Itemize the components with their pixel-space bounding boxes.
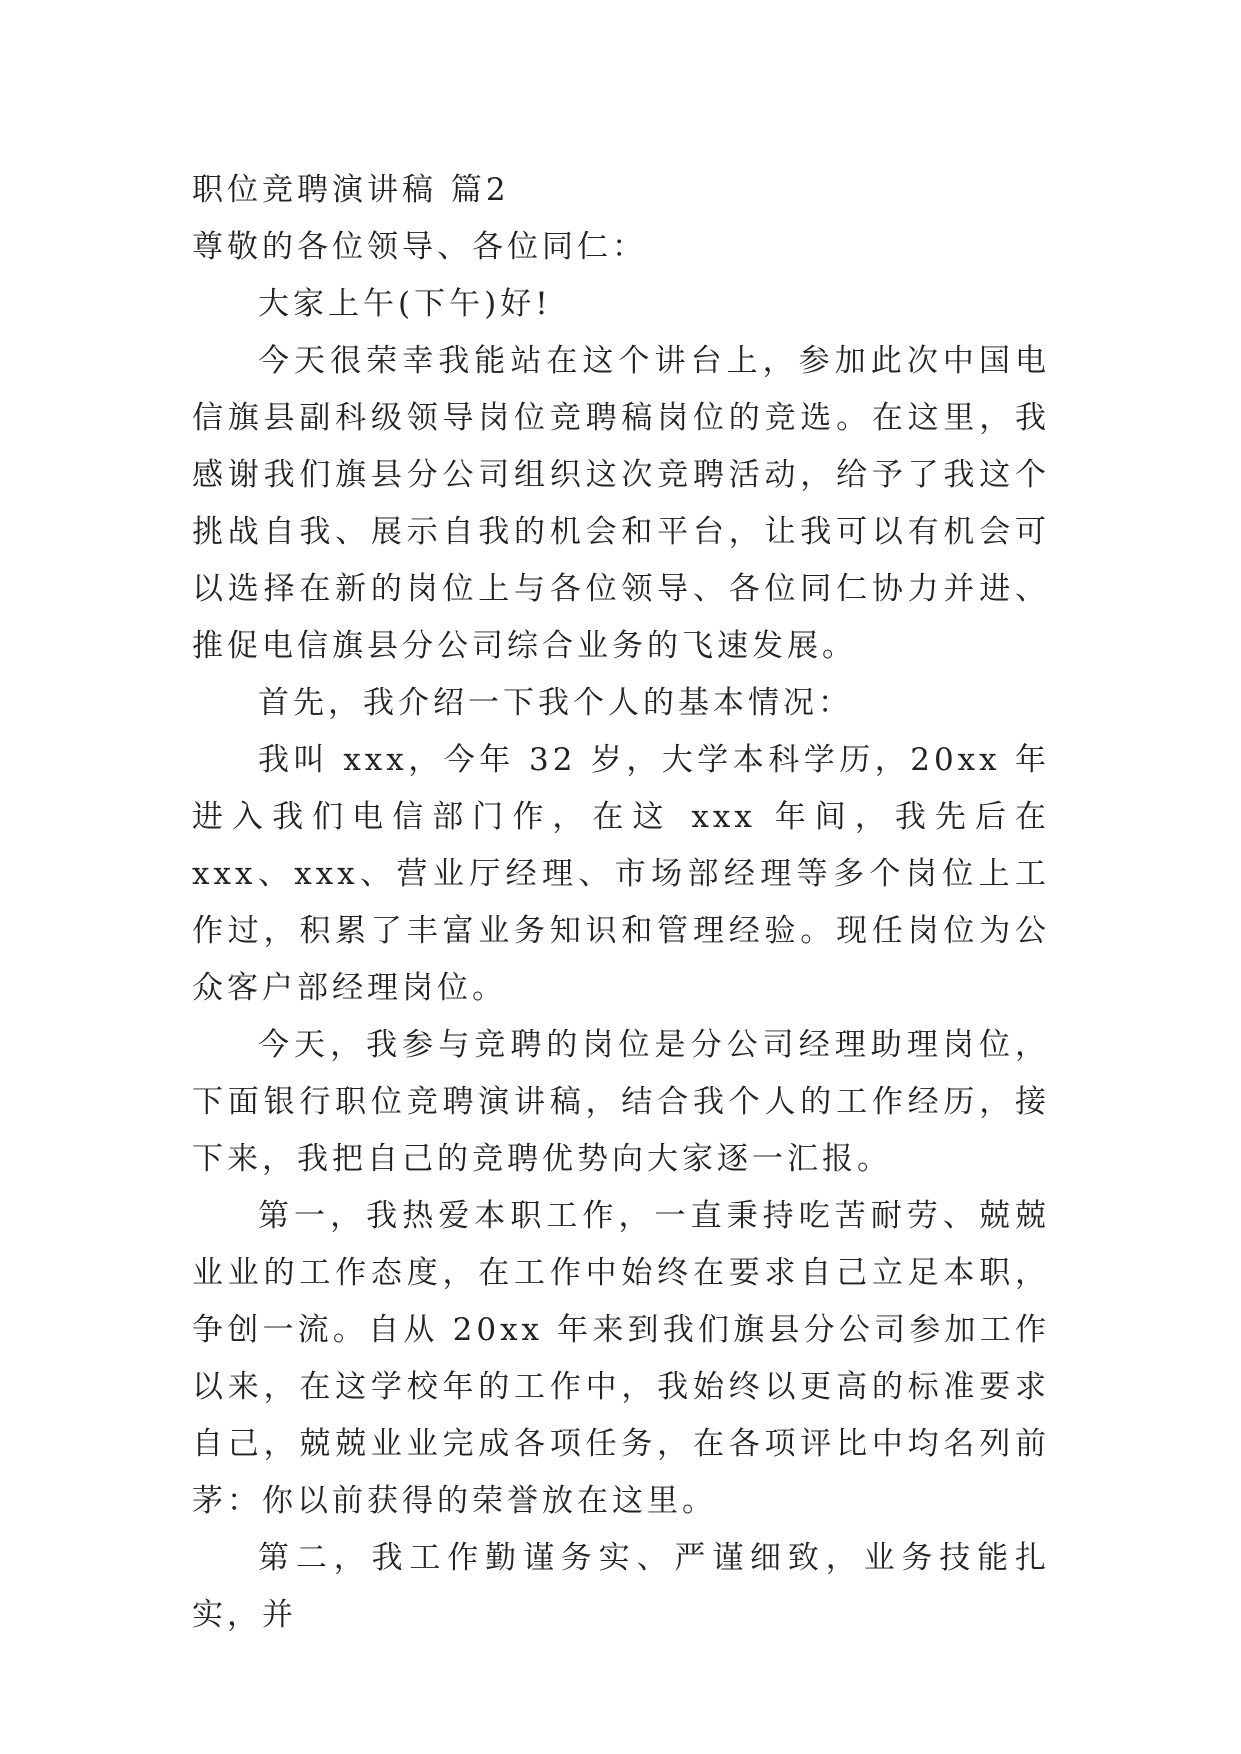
paragraph-greeting: 大家上午(下午)好!: [258, 286, 552, 322]
paragraph-first-advantage: 第一，我热爱本职工作，一直秉持吃苦耐劳、兢兢业业的工作态度，在工作中始终在要求自己立足本职，争创一流。自从 20xx 年来到我们旗县分公司参加工作以来，在这学校年的工作中，我始终以更高的标准要求自己，兢兢业业完成各项任务，在各项评比中均名列前茅：你以前获得的荣誉放在这里。: [192, 1198, 1050, 1519]
paragraph-position: 今天，我参与竞聘的岗位是分公司经理助理岗位，下面银行职位竞聘演讲稿，结合我个人的工作经历，接下来，我把自己的竞聘优势向大家逐一汇报。: [192, 1027, 1050, 1177]
paragraph-background: 我叫 xxx，今年 32 岁，大学本科学历，20xx 年进入我们电信部门作，在这 xxx 年间，我先后在 xxx、xxx、营业厅经理、市场部经理等多个岗位上工作过，积累了丰富业务知识和管理经验。现任岗位为公众客户部经理岗位。: [192, 742, 1050, 1006]
document-title: 职位竞聘演讲稿 篇2: [192, 172, 510, 208]
paragraph-self-intro-heading: 首先，我介绍一下我个人的基本情况：: [258, 685, 853, 721]
paragraph-second-advantage: 第二，我工作勤谨务实、严谨细致，业务技能扎实，并: [192, 1540, 1050, 1633]
document-body: [192, 162, 1050, 1644]
salutation: 尊敬的各位领导、各位同仁：: [192, 229, 647, 265]
paragraph-intro: 今天很荣幸我能站在这个讲台上，参加此次中国电信旗县副科级领导岗位竞聘稿岗位的竞选。在这里，我感谢我们旗县分公司组织这次竞聘活动，给予了我这个挑战自我、展示自我的机会和平台，让我可以有机会可以选择在新的岗位上与各位领导、各位同仁协力并进、推促电信旗县分公司综合业务的飞速发展。: [192, 343, 1050, 664]
